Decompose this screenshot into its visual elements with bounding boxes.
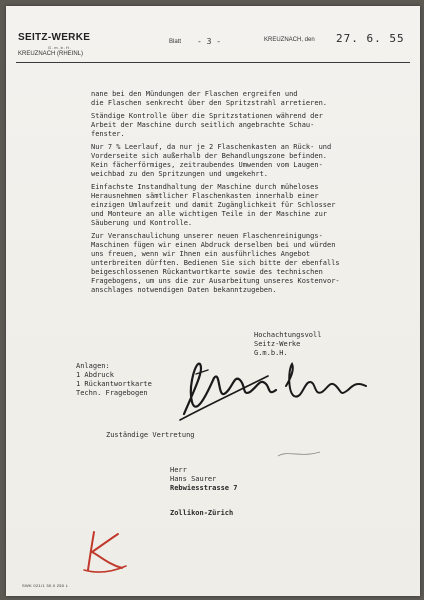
recipient-street: Rebwiesstrasse 7: [170, 484, 238, 492]
recipient-block: [106, 431, 238, 517]
company-city: KREUZNACH (RHEINL): [18, 51, 84, 57]
closing-line: G.m.b.H.: [254, 349, 288, 357]
closing-line: Seitz-Werke: [254, 340, 301, 348]
handwritten-signature: [176, 356, 376, 426]
company-name: SEITZ-WERKE: [18, 32, 91, 43]
header-divider: [16, 62, 410, 63]
closing-block: [254, 331, 321, 358]
enclosure-item: Techn. Fragebogen: [76, 389, 148, 397]
enclosures-title: Anlagen:: [76, 362, 110, 370]
closing-line: Hochachtungsvoll: [254, 331, 322, 339]
body-paragraph: Einfachste Instandhaltung der Maschine durch müheloses Herausnehmen sämtlicher Flaschenkasten innerhalb einer einzigen Umlaufzeit und damit Zugänglichkeit für Schlosser und Monteure an alle wichtigen Teile in der Maschine zur Säuberung und Kontrolle.: [91, 183, 336, 227]
letter-page: [6, 6, 420, 596]
enclosure-item: 1 Rückantwortkarte: [76, 380, 152, 388]
letter-body: [91, 90, 409, 299]
recipient-heading: Zuständige Vertretung: [106, 431, 195, 439]
enclosure-item: 1 Abdruck: [76, 371, 114, 379]
recipient-salutation: Herr: [170, 466, 187, 474]
company-legal-form: G.m.b.H.: [48, 45, 73, 50]
body-paragraph: Zur Veranschaulichung unserer neuen Flaschenreinigungs- Maschinen fügen wir einen Abdruck derselben bei und würden uns freuen, wenn wir Ihnen ein ausführliches Angebot unterbreiten dürften. Bedienen Sie sich bitte der ebenfalls beigeschlossenen Rückantwortkarte sowie des technischen Fragebogens, um uns die zur Ausarbeitung unseres Kostenvor- anschlages notwendigen Daten bekanntzugeben.: [91, 232, 340, 294]
body-paragraph: Nur 7 % Leerlauf, da nur je 2 Flaschenkasten an Rück- und Vorderseite sich außerhalb der Behandlungszone befinden. Kein fächerförmiges, zeitraubendes Umwenden vom Laugen- weichbad zu den Spritzungen und umgekehrt.: [91, 143, 332, 178]
sheet-label: Blatt: [169, 39, 182, 45]
place-label: KREUZNACH, den: [264, 37, 315, 43]
sheet-number: - 3 -: [197, 37, 222, 46]
body-paragraph: Ständige Kontrolle über die Spritzstationen während der Arbeit der Maschine durch seitlich angebrachte Schau- fenster.: [91, 112, 323, 138]
red-k-mark: [78, 526, 128, 576]
body-paragraph: nane bei den Mündungen der Flaschen ergreifen und die Flaschen senkrecht über den Spritzstrahl arretieren.: [91, 90, 328, 107]
enclosures-list: [76, 362, 152, 398]
recipient-city: Zollikon-Zürich: [170, 509, 234, 517]
letter-date: 27. 6. 55: [336, 32, 405, 45]
form-code: SWK 021/1 30.0 250 L: [22, 583, 69, 588]
recipient-name: Hans Saurer: [170, 475, 217, 483]
pencil-mark: [274, 444, 324, 464]
